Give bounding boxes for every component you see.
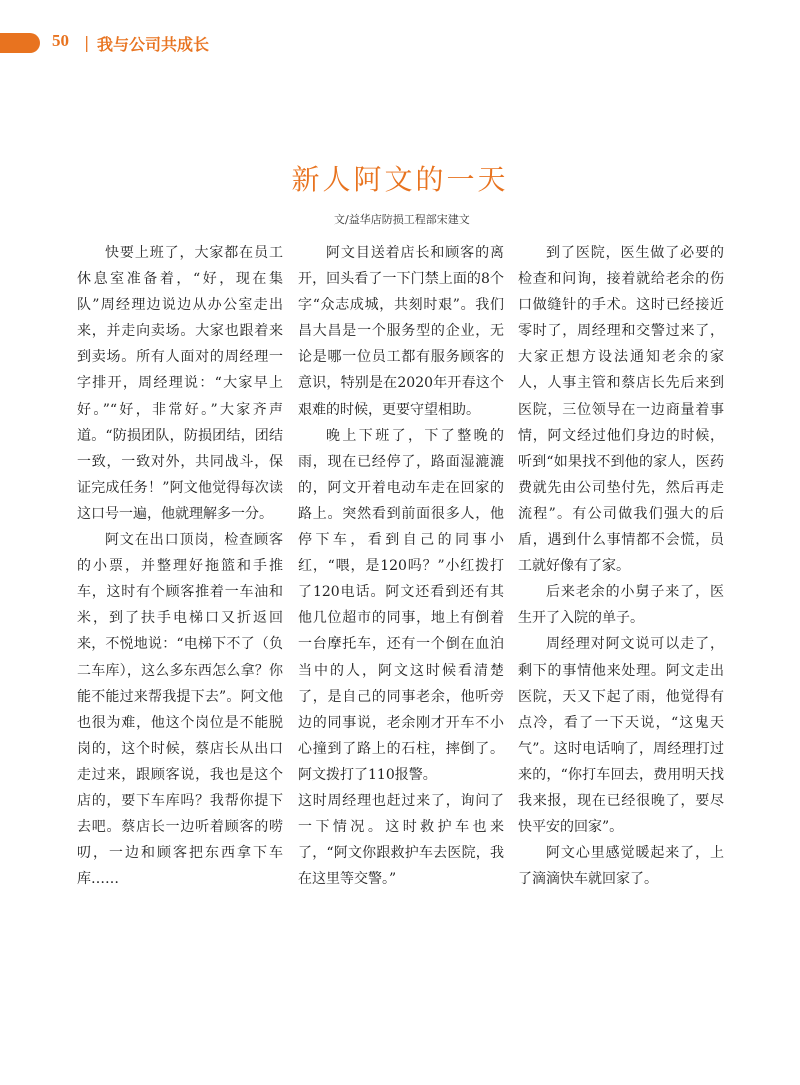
section-title: 我与公司共成长	[97, 35, 210, 54]
paragraph: 阿文心里感觉暖起来了，上了滴滴快车就回家了。	[518, 845, 724, 888]
paragraph: 晚上下班了，下了整晚的雨，现在已经停了，路面湿漉漉的，阿文开着电动车走在回家的路上。突然看到前面很多人，他停下车，看到自己的同事小红，“喂，是120吗？”小红拨打了120电话。阿文还看到还有其他几位超市的同事，地上有倒着一台摩托车，还有一个倒在血泊当中的人，阿文这时候看清楚了，是自己的同事老余，他听旁边的同事说，老余刚才开车不小心撞到了路上的石柱，摔倒了。阿文拨打了110报警。	[298, 427, 504, 783]
paragraph: 阿文目送着店长和顾客的离开，回头看了一下门禁上面的8个字“众志成城，共刻时艰”。我们昌大昌是一个服务型的企业，无论是哪一位员工都有服务顾客的意识，特别是在2020年开春这个艰难的时候，更要守望相助。	[298, 245, 504, 418]
header-separator: |	[84, 33, 90, 52]
header-accent-bar	[0, 33, 40, 53]
paragraph: 周经理对阿文说可以走了，剩下的事情他来处理。阿文走出医院，天又下起了雨，他觉得有点冷，看了一下天说，“这鬼天气”。这时电话响了，周经理打过来的，“你打车回去，费用明天找我来报，现在已经很晚了，要尽快平安的回家”。	[518, 636, 724, 836]
text-column-2	[298, 240, 504, 892]
article-byline: 文/益华店防损工程部宋建文	[334, 213, 470, 226]
paragraph: 后来老余的小舅子来了，医生开了入院的单子。	[518, 584, 724, 627]
paragraph: 到了医院，医生做了必要的检查和问询，接着就给老余的伤口做缝针的手术。这时已经接近零时了，周经理和交警过来了，大家正想方设法通知老余的家人，人事主管和蔡店长先后来到医院，三位领导在一边商量着事情，阿文经过他们身边的时候，听到“如果找不到他的家人，医药费就先由公司垫付先，然后再走流程”。有公司做我们强大的后盾，遇到什么事情都不会慌，员工就好像有了家。	[518, 245, 724, 575]
paragraph: 阿文在出口顶岗，检查顾客的小票，并整理好拖篮和手推车，这时有个顾客推着一车油和米，到了扶手电梯口又折返回来，不悦地说：“电梯下不了（负二车库），这么多东西怎么拿？你能不能过来帮我提下去”。阿文他也很为难，他这个岗位是不能脱岗的，这个时候，蔡店长从出口走过来，跟顾客说，我也是这个店的，要下车库吗？我帮你提下去吧。蔡店长一边听着顾客的唠叨，一边和顾客把东西拿下车库……	[77, 532, 283, 888]
paragraph: 快要上班了，大家都在员工休息室准备着，“好，现在集队”周经理边说边从办公室走出来，并走向卖场。大家也跟着来到卖场。所有人面对的周经理一字排开，周经理说：“大家早上好。”“好，非常好。”大家齐声道。“防损团队，防损团结，团结一致，一致对外，共同战斗，保证完成任务！”阿文他觉得每次读这口号一遍，他就理解多一分。	[77, 245, 283, 522]
text-column-3	[518, 240, 724, 892]
paragraph: 这时周经理也赶过来了，询问了一下情况。这时救护车也来了，“阿文你跟救护车去医院，我在这里等交警。”	[298, 792, 504, 888]
article-title: 新人阿文的一天	[291, 163, 509, 196]
page-number: 50	[52, 31, 69, 50]
text-column-1	[77, 240, 283, 892]
